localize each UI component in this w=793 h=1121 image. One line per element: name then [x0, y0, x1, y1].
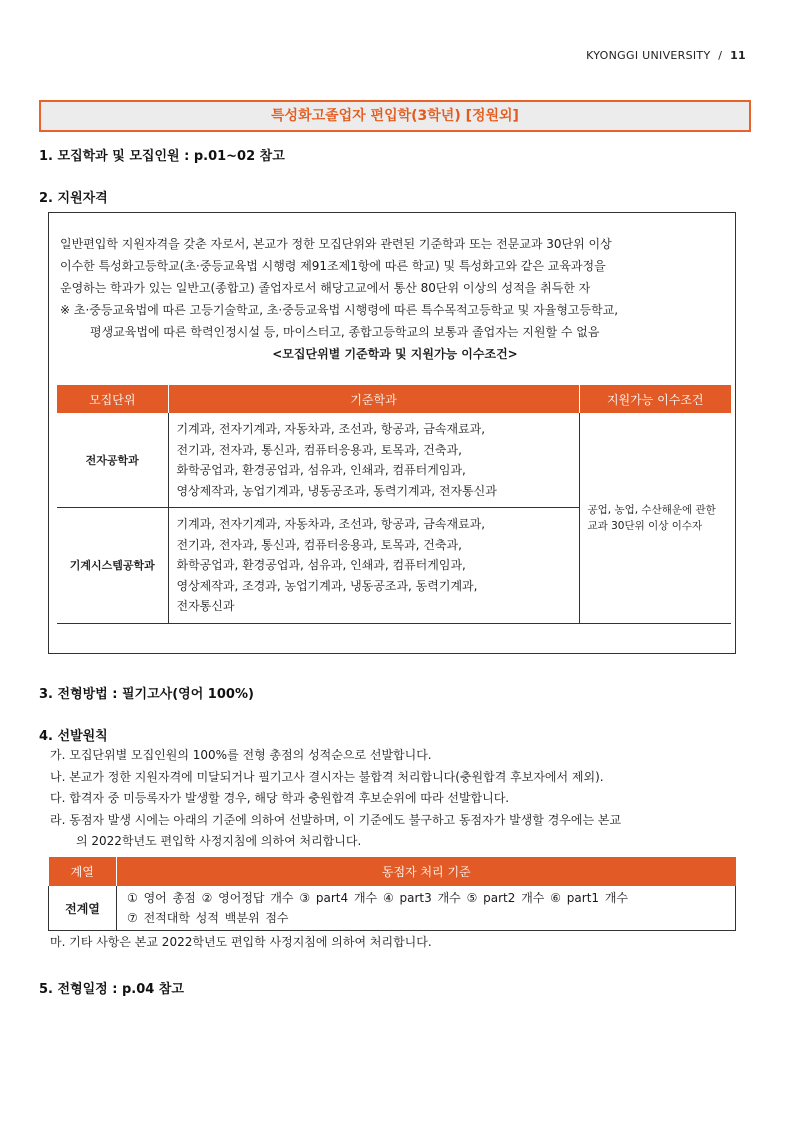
qualification-box: [48, 212, 736, 654]
qualification-text: [60, 233, 730, 365]
dept-list: [168, 413, 579, 508]
condition-line: 교과 30단위 이상 이수자: [587, 519, 703, 532]
page-title: 특성화고졸업자 편입학(3학년) [정원외]: [39, 100, 751, 132]
tie-rule: [117, 886, 736, 931]
section-recruitment: 1. 모집학과 및 모집인원 : p.01~02 참고: [39, 149, 285, 164]
table-row: [57, 413, 731, 508]
tie-rule-line: ① 영어 총점 ② 영어정답 개수 ③ part4 개수 ④ part3 개수 ⑤ part2 개수 ⑥ part1 개수: [127, 891, 629, 905]
table-title: <모집단위별 기준학과 및 지원가능 이수조건>: [272, 347, 518, 361]
qualification-line: 이수한 특성화고등학교(초·중등교육법 시행령 제91조제1항에 따른 학교) 및 특성화고와 같은 교육과정을: [60, 259, 606, 273]
unit-mechanical: 기계시스템공학과: [57, 508, 168, 624]
exclusion-note: ※ 초·중등교육법에 따른 고등기술학교, 초·중등교육법 시행령에 따른 특수목적고등학교 및 자율형고등학교,: [60, 303, 619, 317]
dept-line: 기계과, 전자기계과, 자동차과, 조선과, 항공과, 금속재료과,: [176, 517, 486, 531]
dept-line: 전기과, 전자과, 통신과, 컴퓨터응용과, 토목과, 건축과,: [176, 537, 462, 552]
unit-electronics: 전자공학과: [57, 413, 168, 508]
department-table: [57, 385, 731, 624]
selection-item-na: 나. 본교가 정한 지원자격에 미달되거나 필기고사 결시자는 불합격 처리합니다(충원합격 후보자에서 제외).: [50, 769, 604, 784]
dept-line: 전자통신과: [176, 599, 235, 613]
section-schedule: 5. 전형일정 : p.04 참고: [39, 982, 184, 997]
qualification-line: 일반편입학 지원자격을 갖춘 자로서, 본교가 정한 모집단위와 관련된 기준학과 또는 전문교과 30단위 이상: [60, 237, 612, 251]
tie-break-table: [48, 857, 736, 931]
header-group: 계열: [49, 857, 117, 886]
dept-line: 화학공업과, 환경공업과, 섬유과, 인쇄과, 컴퓨터게임과,: [176, 558, 466, 572]
page-number: 11: [730, 49, 746, 62]
selection-item-ra: 라. 동점자 발생 시에는 아래의 기준에 의하여 선발하며, 이 기준에도 불구하고 동점자가 발생할 경우에는 본교: [50, 812, 622, 827]
university-name: KYONGGI UNIVERSITY: [586, 49, 711, 62]
dept-line: 전기과, 전자과, 통신과, 컴퓨터응용과, 토목과, 건축과,: [176, 442, 462, 457]
condition-cell: [579, 413, 731, 623]
qualification-line: 운영하는 학과가 있는 일반고(종합고) 졸업자로서 해당고교에서 통산 80단위 이상의 성적을 취득한 자: [60, 281, 591, 295]
dept-line: 화학공업과, 환경공업과, 섬유과, 인쇄과, 컴퓨터게임과,: [176, 463, 466, 477]
section-method: 3. 전형방법 : 필기고사(영어 100%): [39, 687, 254, 702]
table-row: [49, 886, 736, 931]
condition-line: 공업, 농업, 수산해운에 관한: [587, 503, 716, 516]
header-condition: 지원가능 이수조건: [579, 385, 731, 413]
dept-list: [168, 508, 579, 624]
header-separator: /: [718, 49, 723, 62]
section-qualification: 2. 지원자격: [39, 191, 108, 206]
header-rule: 동점자 처리 기준: [117, 857, 736, 886]
tie-rule-line: ⑦ 전적대학 성적 백분위 점수: [127, 911, 289, 925]
selection-item-ra-cont: 의 2022학년도 편입학 사정지침에 의하여 처리합니다.: [76, 834, 362, 848]
page-header: [586, 49, 746, 62]
header-unit: 모집단위: [57, 385, 168, 413]
selection-item-ga: 가. 모집단위별 모집인원의 100%를 전형 총점의 성적순으로 선발합니다.: [50, 748, 432, 762]
group-all: 전계열: [49, 886, 117, 931]
header-dept: 기준학과: [168, 385, 579, 413]
selection-item-da: 다. 합격자 중 미등록자가 발생할 경우, 해당 학과 충원합격 후보순위에 따라 선발합니다.: [50, 791, 510, 805]
dept-line: 기계과, 전자기계과, 자동차과, 조선과, 항공과, 금속재료과,: [176, 422, 486, 436]
section-selection: 4. 선발원칙: [39, 729, 108, 744]
exclusion-note-cont: 평생교육법에 따른 학력인정시설 등, 마이스터고, 종합고등학교의 보통과 졸업자는 지원할 수 없음: [90, 325, 600, 339]
dept-line: 영상제작과, 조경과, 농업기계과, 냉동공조과, 동력기계과,: [176, 578, 478, 593]
selection-list-other: [50, 932, 432, 954]
selection-list: [50, 745, 621, 853]
dept-line: 영상제작과, 농업기계과, 냉동공조과, 동력기계과, 전자통신과: [176, 483, 497, 498]
selection-item-ma: 마. 기타 사항은 본교 2022학년도 편입학 사정지침에 의하여 처리합니다.: [50, 935, 432, 949]
